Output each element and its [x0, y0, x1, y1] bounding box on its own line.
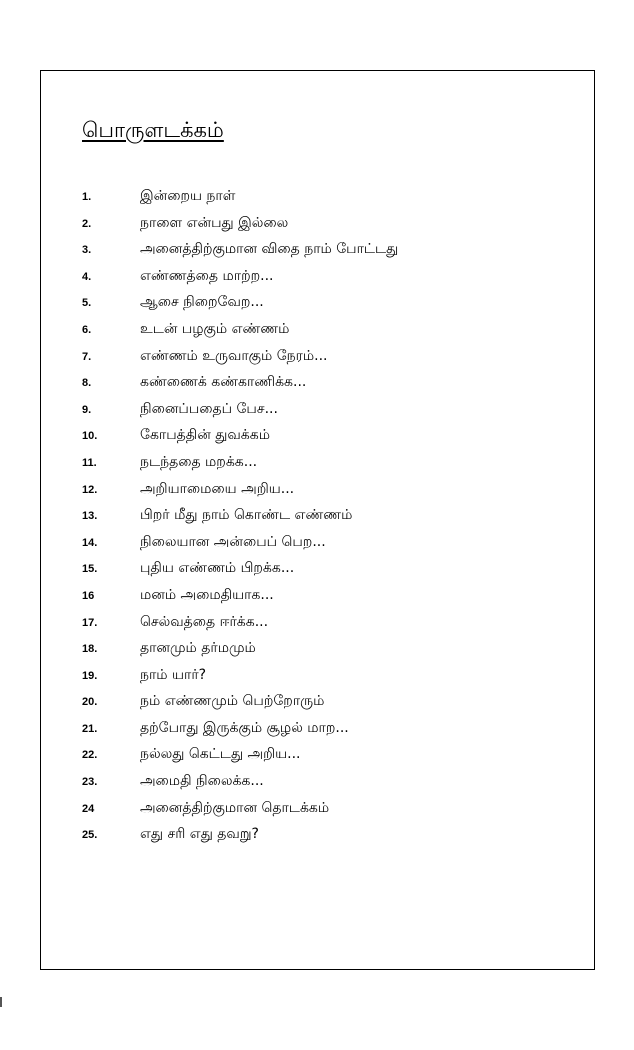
- toc-item[interactable]: [41, 449, 594, 476]
- toc-item-title: நல்லது கெட்டது அறிய...: [140, 746, 301, 763]
- toc-item[interactable]: [41, 635, 594, 662]
- toc-item[interactable]: [41, 715, 594, 742]
- toc-item[interactable]: [41, 236, 594, 263]
- toc-item-title: அறியாமையை அறிய...: [140, 480, 295, 497]
- toc-item-title: எண்ணத்தை மாற்ற...: [140, 267, 274, 284]
- toc-item-title: புதிய எண்ணம் பிறக்க...: [140, 560, 295, 577]
- toc-item-title: கண்ணைக் கண்காணிக்க...: [140, 374, 307, 391]
- toc-item-number: 9.: [82, 403, 92, 416]
- toc-item-title: எண்ணம் உருவாகும் நேரம்...: [140, 347, 328, 364]
- toc-item-title: உடன் பழகும் எண்ணம்: [140, 320, 290, 337]
- toc-item-title: அனைத்திற்குமான விதை நாம் போட்டது: [140, 241, 399, 258]
- toc-item-number: 18.: [82, 643, 98, 656]
- toc-item-number: 19.: [82, 669, 98, 682]
- toc-item-title: நாளை என்பது இல்லை: [140, 214, 289, 231]
- toc-item[interactable]: [41, 688, 594, 715]
- toc-item-title: நிலையான அன்பைப் பெற...: [140, 533, 326, 550]
- toc-item-title: அனைத்திற்குமான தொடக்கம்: [140, 799, 330, 816]
- toc-item[interactable]: [41, 210, 594, 237]
- toc-item[interactable]: [41, 795, 594, 822]
- toc-item-number: 8.: [82, 377, 92, 390]
- toc-item[interactable]: [41, 183, 594, 210]
- toc-item[interactable]: [41, 741, 594, 768]
- toc-item-number: 11.: [82, 456, 97, 469]
- toc-item-number: 15.: [82, 563, 98, 576]
- toc-item[interactable]: [41, 609, 594, 636]
- toc-item[interactable]: [41, 502, 594, 529]
- toc-item[interactable]: [41, 343, 594, 370]
- toc-item[interactable]: [41, 289, 594, 316]
- margin-marker: [0, 997, 2, 1007]
- toc-item[interactable]: [41, 476, 594, 503]
- toc-item-title: எது சரி எது தவறு?: [140, 826, 259, 843]
- toc-item-number: 3.: [82, 244, 92, 257]
- toc-item-number: 7.: [82, 350, 92, 363]
- toc-item-number: 17.: [82, 616, 98, 629]
- toc-item-number: 21.: [82, 722, 98, 735]
- page-frame: [40, 70, 595, 970]
- toc-item-title: நினைப்பதைப் பேச...: [140, 400, 278, 417]
- toc-item[interactable]: [41, 768, 594, 795]
- toc-item[interactable]: [41, 263, 594, 290]
- toc-item-number: 1.: [82, 191, 92, 203]
- page-title: பொருளடக்கம்: [82, 118, 224, 142]
- toc-item[interactable]: [41, 316, 594, 343]
- toc-item-number: 5.: [82, 297, 92, 310]
- toc-item-number: 24: [82, 802, 95, 815]
- toc-item-title: நம் எண்ணமும் பெற்றோரும்: [140, 693, 325, 710]
- toc-item-title: தற்போது இருக்கும் சூழல் மாற...: [140, 719, 349, 736]
- toc-item[interactable]: [41, 396, 594, 423]
- toc-item[interactable]: [41, 555, 594, 582]
- toc-item-title: ஆசை நிறைவேற...: [140, 294, 264, 311]
- toc-item-number: 12.: [82, 483, 98, 496]
- toc-item-title: பிறர் மீது நாம் கொண்ட எண்ணம்: [140, 507, 353, 524]
- toc-item-number: 2.: [82, 217, 92, 230]
- toc-item-number: 20.: [82, 696, 98, 709]
- toc-item-title: நாம் யார்?: [140, 666, 207, 683]
- toc-item[interactable]: [41, 529, 594, 556]
- toc-item-number: 6.: [82, 323, 92, 336]
- toc-item[interactable]: [41, 369, 594, 396]
- toc-list: [41, 183, 594, 848]
- toc-item[interactable]: [41, 821, 594, 848]
- toc-item-title: நடந்ததை மறக்க...: [140, 453, 258, 470]
- toc-item-title: தானமும் தர்மமும்: [140, 640, 256, 657]
- toc-item[interactable]: [41, 662, 594, 689]
- toc-item-number: 25.: [82, 829, 98, 842]
- toc-item-number: 13.: [82, 510, 98, 523]
- toc-item-number: 23.: [82, 776, 98, 789]
- toc-item-number: 4.: [82, 270, 92, 283]
- toc-item[interactable]: [41, 582, 594, 609]
- toc-item-title: அமைதி நிலைக்க...: [140, 773, 264, 790]
- toc-item-title: கோபத்தின் துவக்கம்: [140, 427, 270, 444]
- toc-item-number: 16: [82, 589, 95, 602]
- toc-item-title: இன்றைய நாள்: [140, 188, 236, 204]
- toc-item-title: செல்வத்தை ஈர்க்க...: [140, 613, 269, 630]
- toc-item-number: 22.: [82, 749, 98, 762]
- toc-item[interactable]: [41, 422, 594, 449]
- toc-item-number: 14.: [82, 536, 98, 549]
- toc-item-number: 10.: [82, 430, 98, 443]
- toc-item-title: மனம் அமைதியாக...: [140, 586, 274, 603]
